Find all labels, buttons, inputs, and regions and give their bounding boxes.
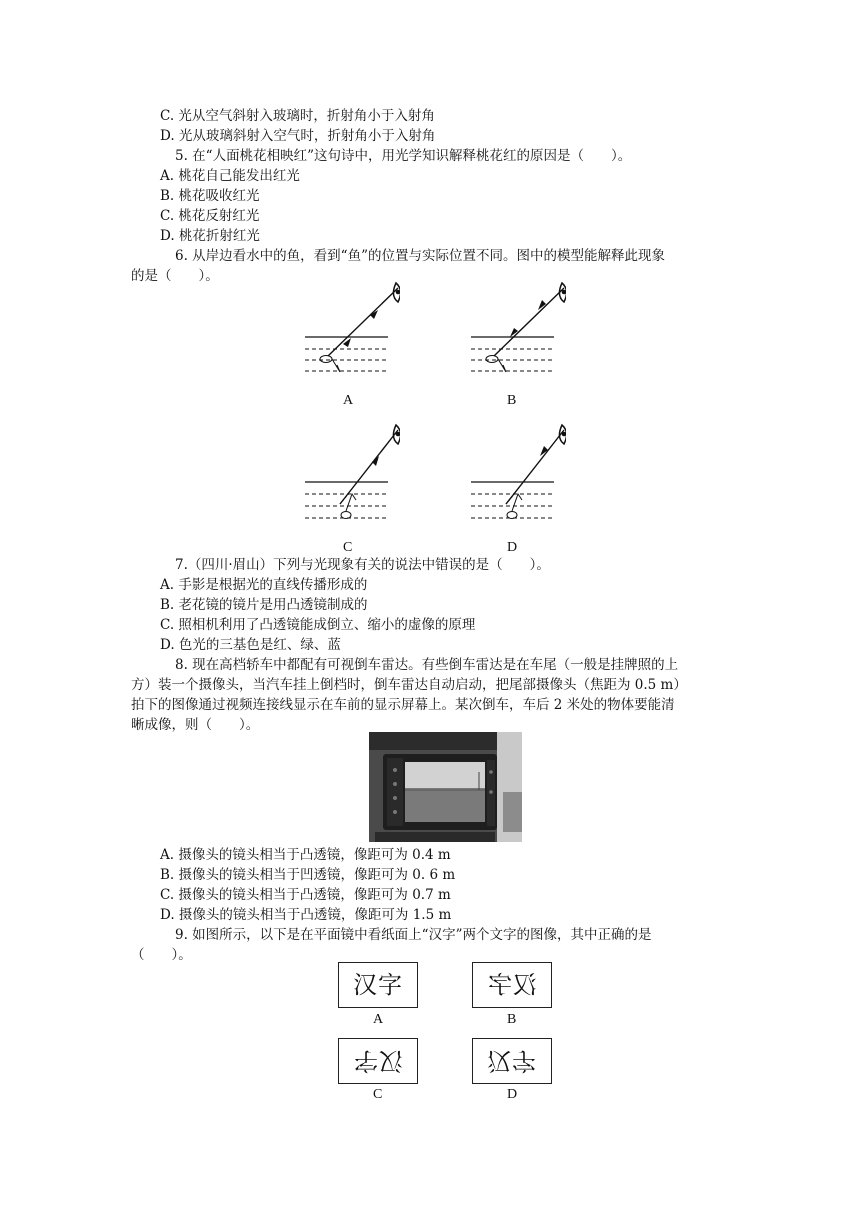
q8-stem-line1: 8. 现在高档轿车中都配有可视倒车雷达。有些倒车雷达是在车尾（一般是挂牌照的上 bbox=[175, 657, 679, 673]
q5-option-d: D. 桃花折射红光 bbox=[160, 228, 260, 244]
q8-option-d: D. 摄像头的镜头相当于凸透镜，像距可为 1.5 m bbox=[160, 907, 452, 923]
q9-option-b-text: 汉字 bbox=[487, 971, 537, 999]
q6-figure-d bbox=[466, 422, 566, 532]
q4-option-d: D. 光从玻璃斜射入空气时，折射角小于入射角 bbox=[160, 128, 436, 144]
q5-option-c: C. 桃花反射红光 bbox=[160, 208, 260, 224]
q9-option-c-box bbox=[338, 1038, 418, 1084]
q6-caption-a: A bbox=[343, 393, 354, 408]
reverse-camera-photo bbox=[369, 732, 522, 842]
q6-figure-b bbox=[466, 280, 566, 380]
q5-option-b: B. 桃花吸收红光 bbox=[160, 188, 260, 204]
q9-option-a-box bbox=[338, 962, 418, 1008]
q9-stem-line2: （ ）。 bbox=[131, 947, 192, 963]
q8-stem-line4: 晰成像，则（ ）。 bbox=[131, 717, 260, 733]
q9-stem-line1: 9. 如图所示，以下是在平面镜中看纸面上“汉字”两个文字的图像，其中正确的是 bbox=[175, 927, 652, 943]
q9-option-b-box bbox=[472, 962, 552, 1008]
q6-stem-line2: 的是（ ）。 bbox=[131, 268, 219, 284]
q5-stem: 5. 在“人面桃花相映红”这句诗中，用光学知识解释桃花红的原因是（ ）。 bbox=[175, 148, 632, 164]
q6-figure-c bbox=[300, 422, 400, 532]
q6-figure-a bbox=[300, 280, 400, 380]
q6-stem-line1: 6. 从岸边看水中的鱼，看到“鱼”的位置与实际位置不同。图中的模型能解释此现象 bbox=[175, 248, 665, 264]
q9-option-c-text: 汉字 bbox=[353, 1047, 403, 1075]
q6-caption-d: D bbox=[507, 540, 518, 555]
q4-option-c: C. 光从空气斜射入玻璃时，折射角小于入射角 bbox=[160, 108, 435, 124]
q6-caption-b: B bbox=[507, 393, 517, 408]
q9-option-a-text: 汉字 bbox=[353, 971, 403, 999]
q9-caption-b: B bbox=[507, 1012, 517, 1027]
q8-option-b: B. 摄像头的镜头相当于凹透镜，像距可为 0. 6 m bbox=[160, 867, 456, 883]
q9-caption-c: C bbox=[373, 1087, 383, 1102]
q8-stem-line3: 拍下的图像通过视频连接线显示在车前的显示屏幕上。某次倒车，车后 2 米处的物体要能清 bbox=[131, 697, 675, 713]
q8-option-c: C. 摄像头的镜头相当于凸透镜，像距可为 0.7 m bbox=[160, 887, 451, 903]
q7-stem: 7.（四川·眉山）下列与光现象有关的说法中错误的是（ ）。 bbox=[175, 557, 550, 573]
q9-option-d-text: 汉字 bbox=[487, 1047, 537, 1075]
q9-option-d-box bbox=[472, 1038, 552, 1084]
q6-caption-c: C bbox=[343, 540, 353, 555]
q7-option-b: B. 老花镜的镜片是用凸透镜制成的 bbox=[160, 597, 368, 613]
q9-caption-a: A bbox=[373, 1012, 384, 1027]
q7-option-c: C. 照相机利用了凸透镜能成倒立、缩小的虚像的原理 bbox=[160, 617, 476, 633]
q9-caption-d: D bbox=[507, 1087, 518, 1102]
q8-stem-line2: 方）装一个摄像头，当汽车挂上倒档时，倒车雷达自动启动，把尾部摄像头（焦距为 0.5 m） bbox=[131, 677, 687, 693]
q7-option-d: D. 色光的三基色是红、绿、蓝 bbox=[160, 637, 341, 653]
q8-option-a: A. 摄像头的镜头相当于凸透镜，像距可为 0.4 m bbox=[160, 847, 451, 863]
q5-option-a: A. 桃花自己能发出红光 bbox=[160, 168, 300, 184]
q7-option-a: A. 手影是根据光的直线传播形成的 bbox=[160, 577, 368, 593]
